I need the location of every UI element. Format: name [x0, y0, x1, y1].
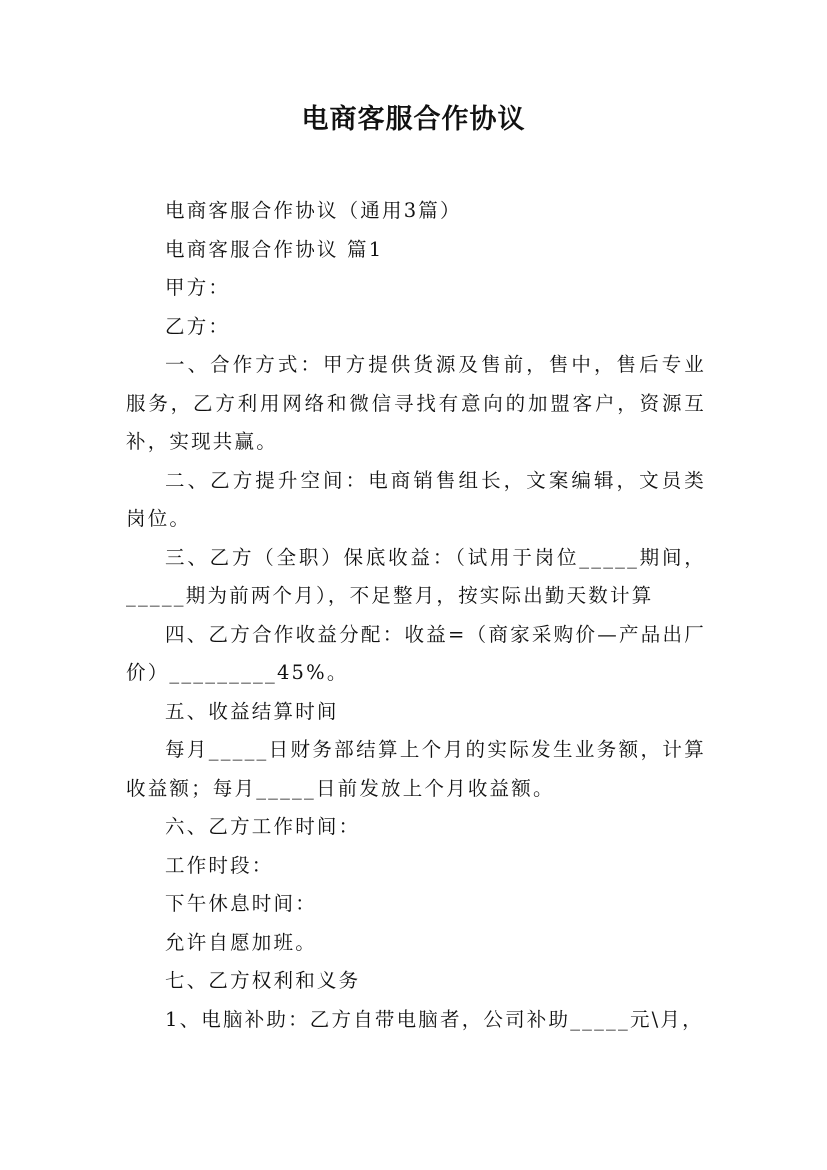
paragraph-overtime: 允许自愿加班。 [165, 930, 317, 954]
paragraph-section-heading: 电商客服合作协议 篇1 [165, 237, 384, 261]
paragraph-clause-7: 七、乙方权利和义务 [165, 969, 361, 992]
paragraph-rest-time: 下午休息时间： [165, 892, 317, 915]
paragraph-settlement: 每月_____日财务部结算上个月的实际发生业务额，计算收益额；每月_____日前发放上个月收益额。 [126, 738, 706, 800]
paragraph-party-b: 乙方： [165, 314, 231, 338]
paragraph-subtitle: 电商客服合作协议（通用3篇） [165, 199, 462, 222]
paragraph-work-period: 工作时段： [165, 853, 274, 877]
paragraph-clause-1: 一、合作方式：甲方提供货源及售前，售中，售后专业服务，乙方利用网络和微信寻找有意向的加盟客户，资源互补，实现共赢。 [126, 353, 706, 453]
document-body [126, 192, 706, 1039]
paragraph-clause-5: 五、收益结算时间 [165, 699, 339, 723]
paragraph-clause-3: 三、乙方（全职）保底收益：（试用于岗位_____期间，_____期为前两个月），不足整月，按实际出勤天数计算 [126, 545, 706, 607]
paragraph-party-a: 甲方： [165, 276, 231, 299]
paragraph-clause-2: 二、乙方提升空间：电商销售组长，文案编辑，文员类岗位。 [126, 468, 706, 530]
paragraph-computer-subsidy: 1、电脑补助：乙方自带电脑者，公司补助_____元\月， [165, 1007, 704, 1031]
paragraph-clause-4: 四、乙方合作收益分配：收益=（商家采购价—产品出厂价）_________45%。 [126, 622, 706, 684]
document-title: 电商客服合作协议 [301, 104, 526, 135]
paragraph-clause-6: 六、乙方工作时间： [165, 815, 361, 838]
